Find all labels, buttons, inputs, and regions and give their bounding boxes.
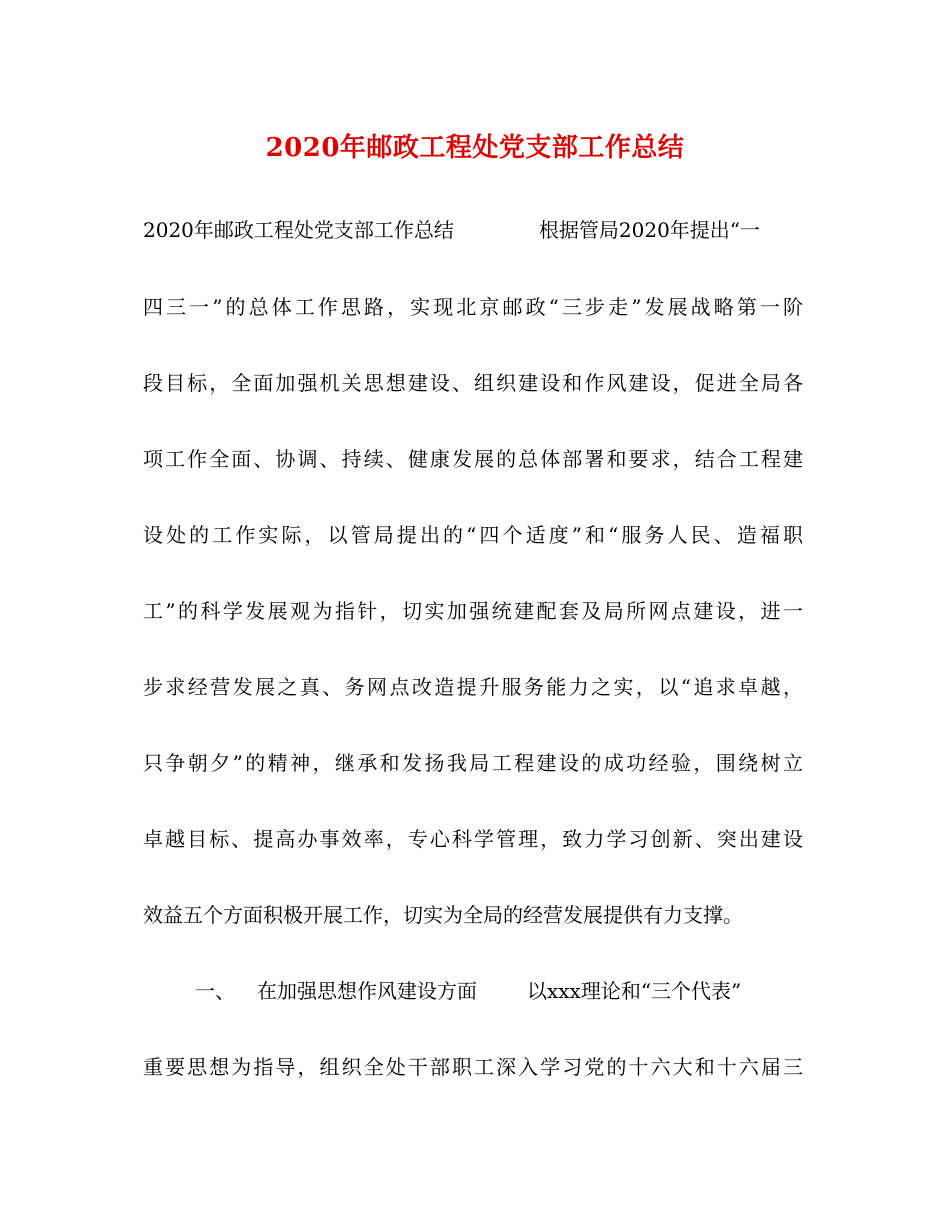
- paragraph-line: 卓越目标、提高办事效率，专心科学管理，致力学习创新、突出建设: [143, 827, 803, 851]
- document-title: 2020年邮政工程处党支部工作总结: [265, 133, 685, 163]
- paragraph-line: 项工作全面、协调、持续、健康发展的总体部署和要求，结合工程建: [143, 447, 803, 471]
- paragraph-intro-text: 根据管局2020年提出“一: [538, 218, 761, 242]
- section-text: 以xxx理论和“三个代表”: [527, 979, 742, 1003]
- section-heading-line: [143, 976, 803, 1006]
- paragraph-line: 只争朝夕”的精神，继承和发扬我局工程建设的成功经验，围绕树立: [143, 751, 803, 775]
- paragraph-heading: 2020年邮政工程处党支部工作总结: [143, 218, 454, 242]
- paragraph-line: 四三一”的总体工作思路，实现北京邮政“三步走”发展战略第一阶: [143, 295, 803, 319]
- paragraph-line: 步求经营发展之真、务网点改造提升服务能力之实，以“追求卓越，: [143, 675, 803, 699]
- paragraph-line: 效益五个方面积极开展工作，切实为全局的经营发展提供有力支撑。: [143, 903, 743, 927]
- section-number: 一、: [195, 979, 235, 1003]
- paragraph-line: 重要思想为指导，组织全处干部职工深入学习党的十六大和十六届三: [143, 1055, 803, 1079]
- section-heading: 在加强思想作风建设方面: [257, 979, 477, 1003]
- paragraph-line: 段目标，全面加强机关思想建设、组织建设和作风建设，促进全局各: [143, 371, 803, 395]
- paragraph-line: 工”的科学发展观为指针，切实加强统建配套及局所网点建设，进一: [143, 599, 803, 623]
- paragraph-first-line: [143, 215, 803, 245]
- paragraph-line: 设处的工作实际，以管局提出的“四个适度”和“服务人民、造福职: [143, 523, 803, 547]
